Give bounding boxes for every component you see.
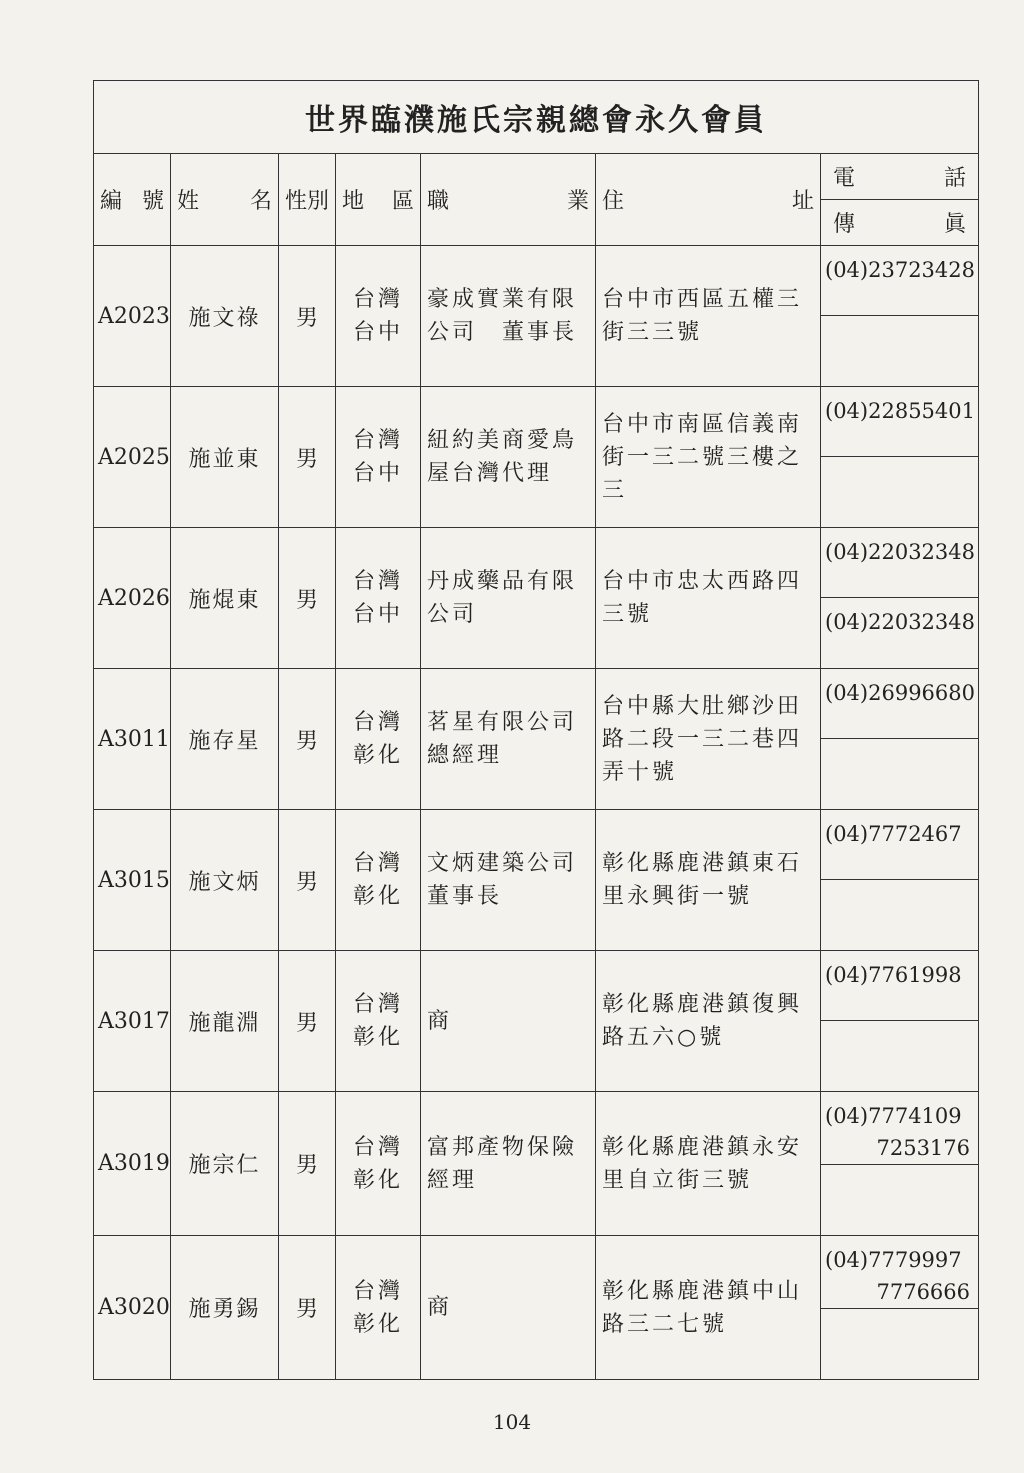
member-code: A3011 (94, 669, 171, 810)
table-row (94, 1092, 979, 1165)
member-phone: (04)23723428 (821, 246, 979, 316)
member-code: A2025 (94, 387, 171, 528)
member-code: A2026 (94, 528, 171, 669)
table-row (94, 246, 979, 316)
member-fax: (04)22032348 (821, 598, 979, 669)
member-phone: (04)7761998 (821, 951, 979, 1021)
member-region: 台灣 台中 (336, 387, 421, 528)
member-phone: (04)7772467 (821, 810, 979, 880)
member-fax (821, 880, 979, 951)
member-fax (821, 1165, 979, 1236)
member-job: 商 (421, 951, 596, 1092)
member-job: 文炳建築公司董事長 (421, 810, 596, 951)
header-name: 姓 名 (171, 154, 279, 246)
member-address: 彰化縣鹿港鎮永安里自立街三號 (596, 1092, 821, 1236)
member-sex: 男 (279, 246, 336, 387)
header-region: 地 區 (336, 154, 421, 246)
member-fax (821, 739, 979, 810)
member-region: 台灣 彰化 (336, 951, 421, 1092)
member-fax (821, 316, 979, 387)
member-job: 豪成實業有限公司 董事長 (421, 246, 596, 387)
member-code: A3020 (94, 1236, 171, 1380)
table-row (94, 810, 979, 880)
member-code: A3017 (94, 951, 171, 1092)
member-sex: 男 (279, 528, 336, 669)
member-sex: 男 (279, 810, 336, 951)
member-name: 施並東 (171, 387, 279, 528)
member-address: 台中市忠太西路四三號 (596, 528, 821, 669)
table-row (94, 669, 979, 739)
table-row (94, 387, 979, 457)
member-job: 商 (421, 1236, 596, 1380)
member-address: 彰化縣鹿港鎮復興路五六○號 (596, 951, 821, 1092)
member-region: 台灣 彰化 (336, 669, 421, 810)
table-row (94, 951, 979, 1021)
member-phone: (04)22855401 (821, 387, 979, 457)
header-job: 職 業 (421, 154, 596, 246)
header-fax: 傳 眞 (821, 200, 979, 246)
member-phone: (04)26996680 (821, 669, 979, 739)
member-region: 台灣 彰化 (336, 1092, 421, 1236)
header-phone: 電 話 (821, 154, 979, 200)
member-name: 施文炳 (171, 810, 279, 951)
member-name: 施存星 (171, 669, 279, 810)
member-sex: 男 (279, 669, 336, 810)
member-table (93, 80, 979, 1380)
member-fax (821, 457, 979, 528)
page-title: 世界臨濮施氏宗親總會永久會員 (94, 81, 979, 154)
member-fax (821, 1021, 979, 1092)
member-sex: 男 (279, 1092, 336, 1236)
member-region: 台灣 彰化 (336, 810, 421, 951)
member-address: 台中縣大肚鄉沙田路二段一三二巷四弄十號 (596, 669, 821, 810)
member-job: 紐約美商愛鳥屋台灣代理 (421, 387, 596, 528)
member-name: 施勇錫 (171, 1236, 279, 1380)
member-job: 茗星有限公司總經理 (421, 669, 596, 810)
member-code: A2023 (94, 246, 171, 387)
member-phone: (04)22032348 (821, 528, 979, 598)
member-code: A3015 (94, 810, 171, 951)
header-row (94, 154, 979, 200)
member-name: 施焜東 (171, 528, 279, 669)
member-job: 丹成藥品有限公司 (421, 528, 596, 669)
member-sex: 男 (279, 951, 336, 1092)
table-row (94, 528, 979, 598)
member-name: 施文祿 (171, 246, 279, 387)
header-sex: 性別 (279, 154, 336, 246)
member-name: 施宗仁 (171, 1092, 279, 1236)
member-region: 台灣 台中 (336, 528, 421, 669)
member-region: 台灣 彰化 (336, 1236, 421, 1380)
header-address: 住 址 (596, 154, 821, 246)
member-address: 彰化縣鹿港鎮中山路三二七號 (596, 1236, 821, 1380)
member-name: 施龍淵 (171, 951, 279, 1092)
header-code: 編 號 (94, 154, 171, 246)
member-code: A3019 (94, 1092, 171, 1236)
member-table-frame (93, 80, 978, 1380)
member-phone: (04)7779997 7776666 (821, 1236, 979, 1309)
page-number: 104 (492, 1410, 532, 1434)
member-sex: 男 (279, 387, 336, 528)
member-address: 彰化縣鹿港鎮東石里永興街一號 (596, 810, 821, 951)
member-phone: (04)7774109 7253176 (821, 1092, 979, 1165)
table-row (94, 1236, 979, 1309)
member-job: 富邦產物保險經理 (421, 1092, 596, 1236)
member-address: 台中市南區信義南街一三二號三樓之三 (596, 387, 821, 528)
member-sex: 男 (279, 1236, 336, 1380)
member-fax (821, 1309, 979, 1380)
member-region: 台灣 台中 (336, 246, 421, 387)
member-address: 台中市西區五權三街三三號 (596, 246, 821, 387)
